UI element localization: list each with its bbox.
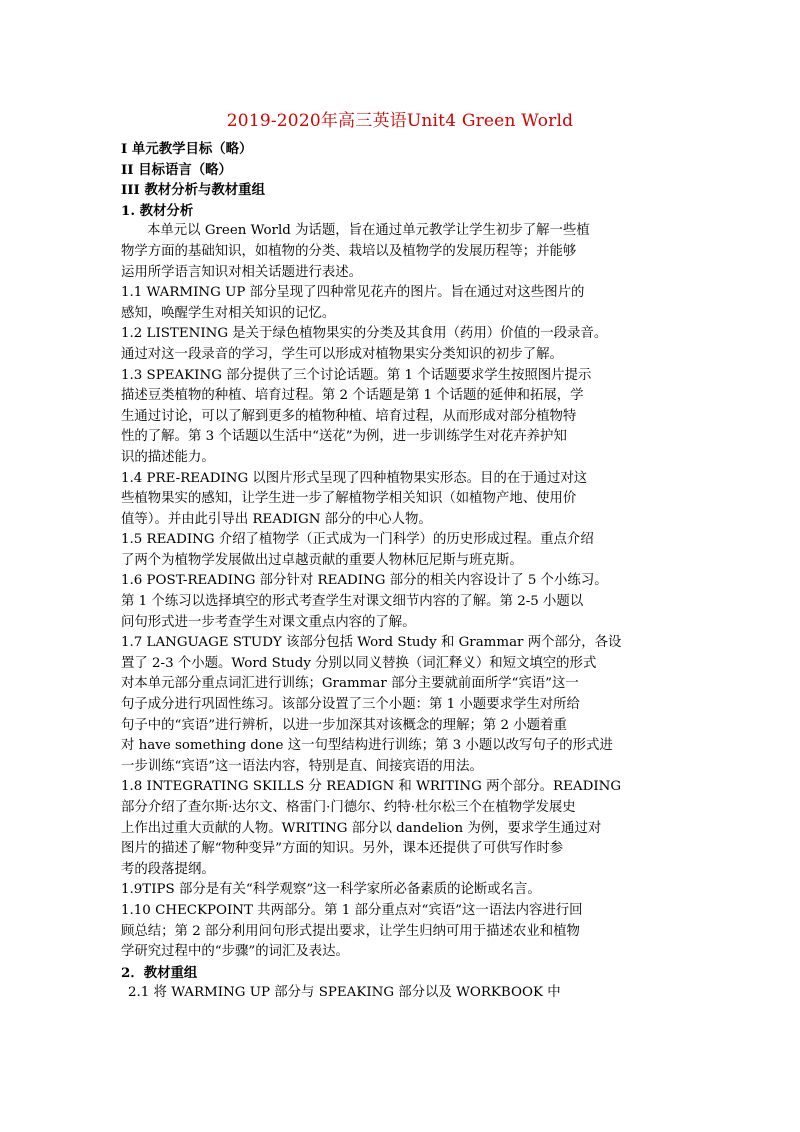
text-line: 2．教材重组 xyxy=(121,964,198,981)
text-line: 1.6 POST-READING 部分针对 READING 部分的相关内容设计了 5 个小练习。 xyxy=(121,573,608,589)
text-line: 一步训练“宾语”这一语法内容，特别是直、间接宾语的用法。 xyxy=(121,758,483,774)
text-line: 句子中的“宾语”进行辨析，以进一步加深其对该概念的理解；第 2 小题着重 xyxy=(121,717,567,733)
text-line: 1.2 LISTENING 是关于绿色植物果实的分类及其食用（药用）价值的一段录音。 xyxy=(121,326,608,342)
text-line: 1.10 CHECKPOINT 共两部分。第 1 部分重点对“宾语”这一语法内容进行回 xyxy=(121,902,583,918)
text-line: 1.3 SPEAKING 部分提供了三个讨论话题。第 1 个话题要求学生按照图片提示 xyxy=(121,367,592,383)
text-line: 2.1 将 WARMING UP 部分与 SPEAKING 部分以及 WORKBOOK 中 xyxy=(128,985,561,1001)
text-line: 本单元以 Green World 为话题，旨在通过单元教学让学生初步了解一些植 xyxy=(147,223,590,239)
text-line: 些植物果实的感知，让学生进一步了解植物学相关知识（如植物产地、使用价 xyxy=(121,491,577,507)
text-line: 1.5 READING 介绍了植物学（正式成为一门科学）的历史形成过程。重点介绍 xyxy=(121,532,594,548)
text-line: 对 have something done 这一句型结构进行训练；第 3 小题以改写句子的形式进 xyxy=(121,738,613,754)
text-line: 识的描述能力。 xyxy=(121,449,215,465)
text-line: 顾总结；第 2 部分利用问句形式提出要求，让学生归纳可用于描述农业和植物 xyxy=(121,923,580,939)
text-line: 1.1 WARMING UP 部分呈现了四种常见花卉的图片。旨在通过对这些图片的 xyxy=(121,285,585,301)
text-line: 考的段落提纲。 xyxy=(121,861,215,877)
text-line: III 教材分析与教材重组 xyxy=(121,182,265,199)
text-line: 对本单元部分重点词汇进行训练；Grammar 部分主要就前面所学“宾语”这一 xyxy=(121,676,579,692)
text-line: 物学方面的基础知识，如植物的分类、栽培以及植物学的发展历程等；并能够 xyxy=(121,243,577,259)
text-line: 了两个为植物学发展做出过卓越贡献的重要人物林厄尼斯与班克斯。 xyxy=(121,552,523,568)
text-line: 句子成分进行巩固性练习。该部分设置了三个小题：第 1 小题要求学生对所给 xyxy=(121,697,580,713)
text-line: 学研究过程中的“步骤”的词汇及表达。 xyxy=(121,944,349,960)
text-line: II 目标语言（略） xyxy=(121,161,232,178)
text-line: 通过对这一段录音的学习，学生可以形成对植物果实分类知识的初步了解。 xyxy=(121,346,563,362)
text-line: 1.8 INTEGRATING SKILLS 分 READIGN 和 WRITING 两个部分。READING xyxy=(121,779,622,795)
text-line: 感知，唤醒学生对相关知识的记忆。 xyxy=(121,305,336,321)
text-line: I 单元教学目标（略） xyxy=(121,141,253,157)
text-line: 图片的描述了解“物种变异”方面的知识。另外，课本还提供了可供写作时参 xyxy=(121,841,564,857)
text-line: 上作出过重大贡献的人物。WRITING 部分以 dandelion 为例，要求学生通过对 xyxy=(121,820,602,836)
text-line: 部分介绍了查尔斯·达尔文、格雷门·门德尔、约特·杜尔松三个在植物学发展史 xyxy=(121,800,576,815)
text-line: 生通过讨论，可以了解到更多的植物种植、培育过程，从而形成对部分植物特 xyxy=(121,408,577,424)
text-line: 性的了解。第 3 个话题以生活中“送花”为例，进一步训练学生对花卉养护知 xyxy=(121,429,567,445)
text-line: 1. 教材分析 xyxy=(121,202,194,219)
text-line: 1.4 PRE-READING 以图片形式呈现了四种植物果实形态。目的在于通过对这 xyxy=(121,470,588,486)
document-body xyxy=(121,139,622,1004)
text-line: 问句形式进一步考查学生对课文重点内容的了解。 xyxy=(121,614,416,630)
text-line: 1.9TIPS 部分是有关“科学观察”这一科学家所必备素质的论断或名言。 xyxy=(121,882,541,898)
document-title: 2019-2020年高三英语Unit4 Green World xyxy=(226,111,574,131)
text-line: 运用所学语言知识对相关话题进行表述。 xyxy=(121,264,363,280)
text-line: 置了 2-3 个小题。Word Study 分别以同义替换（词汇释义）和短文填空的形式 xyxy=(121,655,597,671)
text-line: 描述豆类植物的种植、培育过程。第 2 个话题是第 1 个话题的延伸和拓展，学 xyxy=(121,388,584,404)
text-line: 第 1 个练习以选择填空的形式考查学生对课文细节内容的了解。第 2-5 小题以 xyxy=(121,594,584,610)
text-line: 值等）。并由此引导出 READIGN 部分的中心人物。 xyxy=(121,511,432,527)
text-line: 1.7 LANGUAGE STUDY 该部分包括 Word Study 和 Grammar 两个部分，各设 xyxy=(121,635,622,651)
